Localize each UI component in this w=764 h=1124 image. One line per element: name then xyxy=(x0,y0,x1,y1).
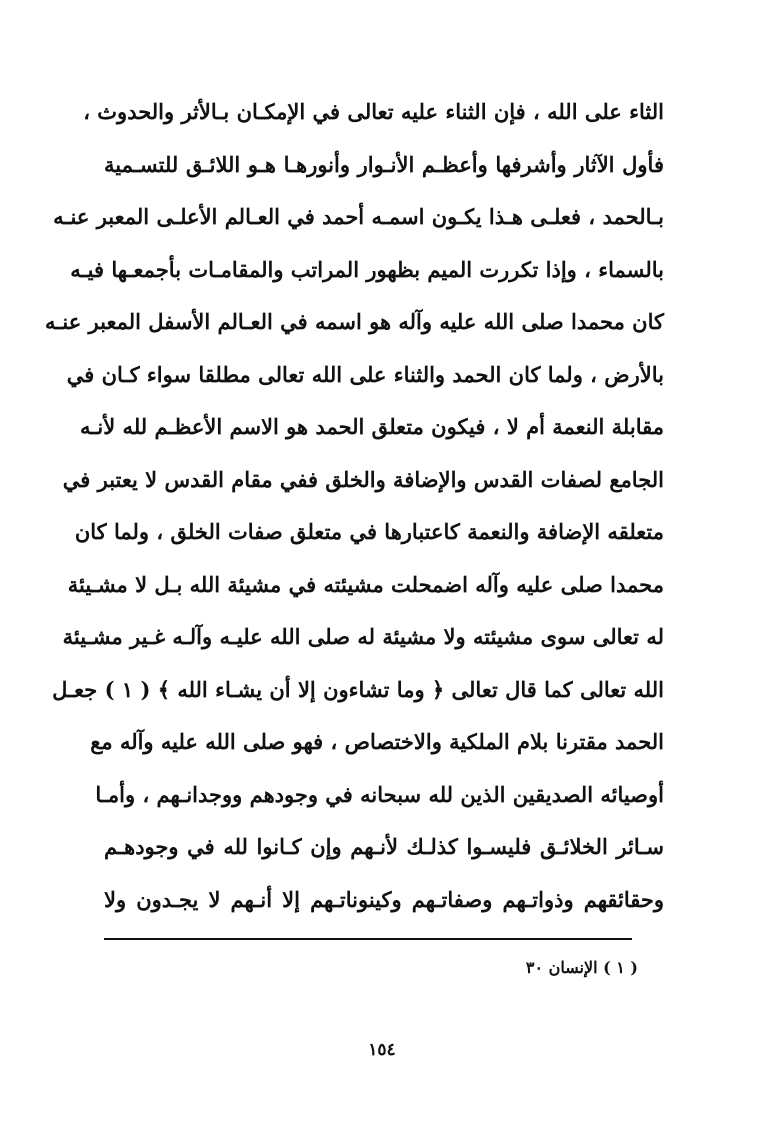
text-line-10: محمدا صلى عليه وآله اضمحلت مشيئته في مشيئة الله بـل لا مشـيئة xyxy=(67,571,664,597)
text-line-5: كان محمدا صلى الله عليه وآله هو اسمه في العـالم الأسفل المعبر عنـه xyxy=(44,309,664,334)
body-text xyxy=(44,86,664,926)
page-number: ١٥٤ xyxy=(368,1040,396,1060)
footnote: ( ١ ) الإنسان ٣٠ xyxy=(525,958,638,977)
text-line-16: وحقائقهم وذواتـهم وصفاتـهم وكينوناتـهم إلا أنـهم لا يجـدون ولا xyxy=(104,886,664,912)
text-line-15: سـائر الخلائـق فليسـوا كذلـك لأنـهم وإن كـانوا لله في وجودهـم xyxy=(104,834,664,859)
text-line-3: بـالحمد ، فعلـى هـذا يكـون اسمـه أحمد في العـالم الأعلـى المعبر عنـه xyxy=(53,204,664,229)
text-line-12: الله تعالى كما قال تعالى ﴿ وما تشاءون إلا أن يشـاء الله ﴾ ( ١ ) جعـل xyxy=(52,676,664,702)
text-line-7: مقابلة النعمة أم لا ، فيكون متعلق الحمد هو الاسم الأعظـم لله لأنـه xyxy=(80,414,664,439)
footnote-divider xyxy=(104,938,632,940)
text-line-8: الجامع لصفات القدس والإضافة والخلق ففي مقام القدس لا يعتبر في xyxy=(62,466,664,492)
text-line-13: الحمد مقترنا بلام الملكية والاختصاص ، فهو صلى الله عليه وآله مع xyxy=(90,729,664,754)
text-line-4: بالسماء ، وإذا تكررت الميم بظهور المراتب والمقامـات بأجمعـها فيـه xyxy=(70,256,664,282)
text-line-14: أوصيائه الصديقين الذين لله سبحانه في وجودهم ووجدانـهم ، وأمـا xyxy=(95,781,664,807)
text-line-2: فأول الآثار وأشرفها وأعظـم الأنـوار وأنورهـا هـو اللائـق للتسـمية xyxy=(104,151,664,177)
text-line-11: له تعالى سوى مشيئته ولا مشيئة له صلى الله عليـه وآلـه غـير مشـيئة xyxy=(62,624,664,649)
text-line-6: بالأرض ، ولما كان الحمد والثناء على الله تعالى مطلقا سواء كـان في xyxy=(66,361,664,387)
text-line-9: متعلقه الإضافة والنعمة كاعتبارها في متعلق صفات الخلق ، ولما كان xyxy=(74,519,664,544)
text-line-1: الثاء على الله ، فإن الثناء عليه تعالى في الإمكـان بـالأثر والحدوث ، xyxy=(83,99,664,124)
